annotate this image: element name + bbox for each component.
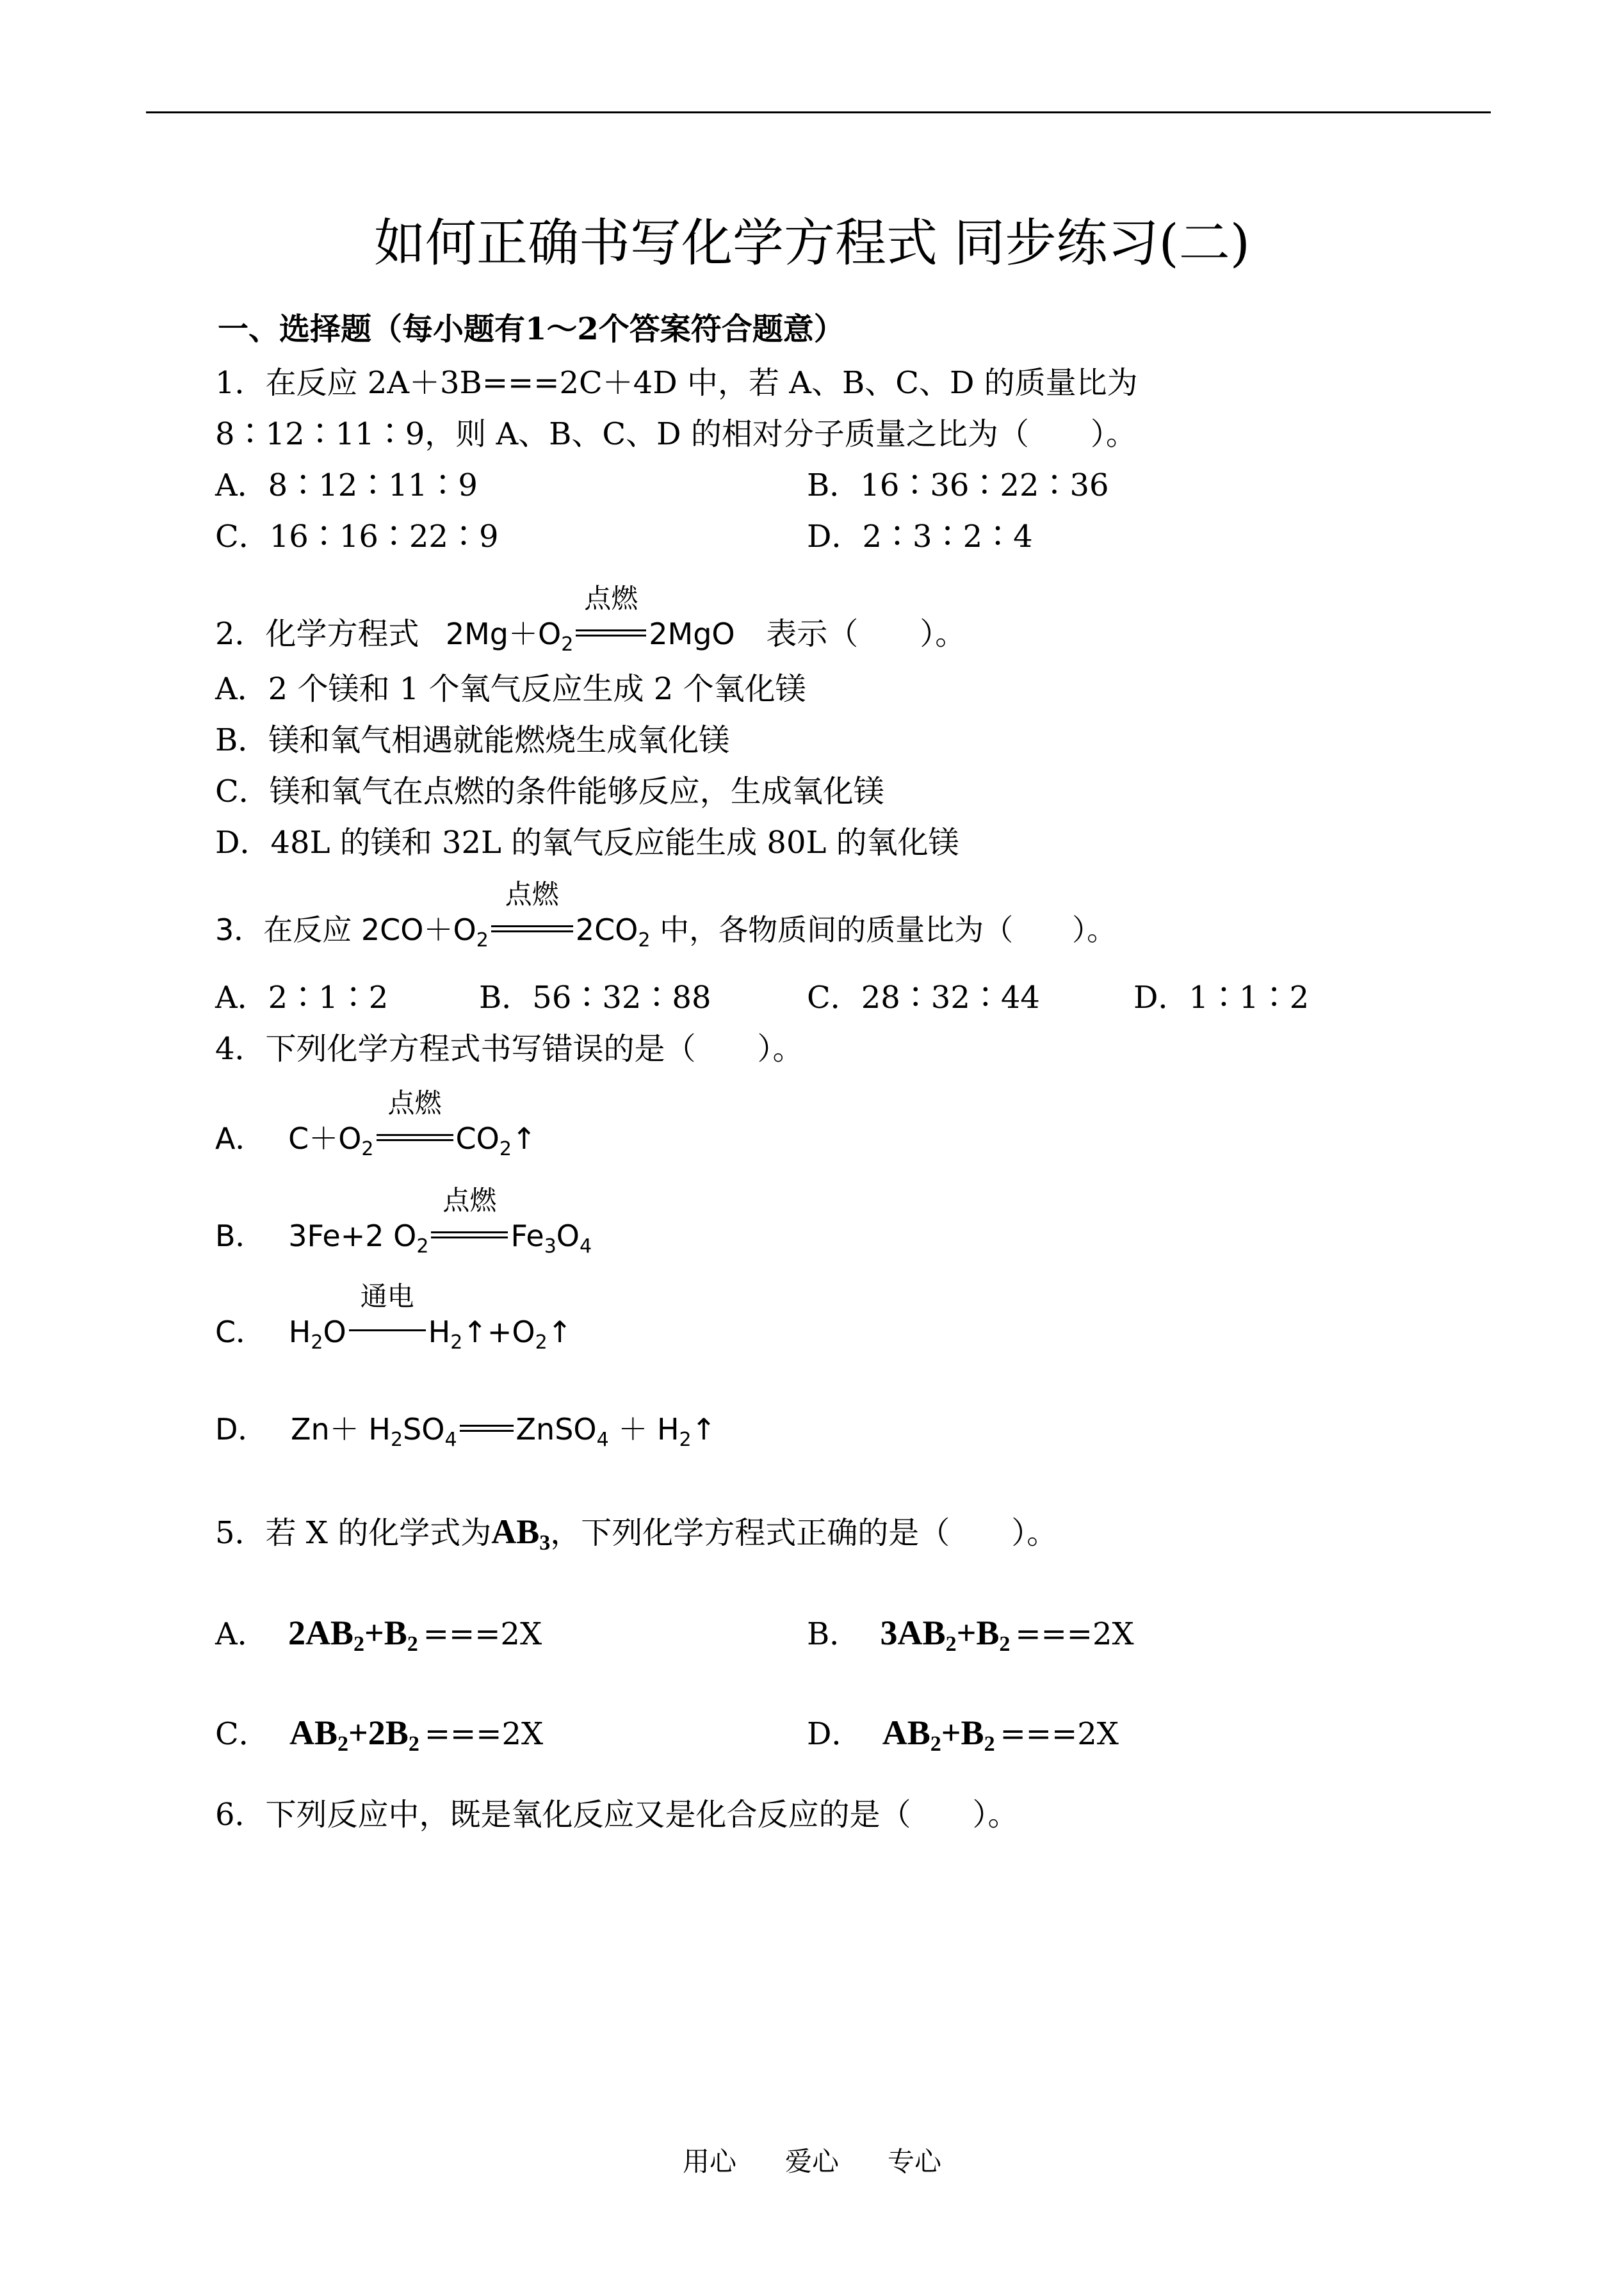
q5-d-tail: ===2X xyxy=(1000,1716,1119,1752)
q2-equation xyxy=(445,583,744,656)
q3-suffix: 中，各物质间的质量比为（ ）。 xyxy=(650,912,1117,947)
q5-stem xyxy=(215,1512,1058,1555)
header-rule xyxy=(146,111,1491,113)
q5-c-label: C． xyxy=(215,1716,270,1752)
q4-a-condition xyxy=(374,1087,456,1158)
q1-option-d: D．2∶3∶2∶4 xyxy=(807,519,1033,555)
q1-stem-line1: 1．在反应 2A＋3B===2C＋4D 中，若 A、B、C、D 的质量比为 xyxy=(215,365,1138,401)
q5-stem-b: ，下列化学方程式正确的是（ ）。 xyxy=(550,1515,1058,1551)
q4-option-a: A． $C+O_2$ 点燃 $CO_2↑$ xyxy=(215,1087,537,1160)
q4-a-condition-label: 点燃 xyxy=(387,1087,442,1119)
q3-condition xyxy=(489,879,576,949)
q5-a-label: A． xyxy=(215,1616,268,1652)
q4-stem: 4．下列化学方程式书写错误的是（ ）。 xyxy=(215,1031,804,1067)
footer-word-1: 用心 xyxy=(682,2146,736,2177)
q2-eq-right: 2MgO xyxy=(649,617,735,651)
arrow-line xyxy=(349,1329,426,1334)
q3-option-b: B．56∶32∶88 xyxy=(479,980,711,1016)
q4-b-condition-label: 点燃 xyxy=(443,1185,497,1216)
q5-c-tail: ===2X xyxy=(424,1716,544,1752)
q1-option-c: C．16∶16∶22∶9 xyxy=(215,519,499,555)
equals-sign xyxy=(491,925,573,932)
q5-option-c: C． $AB_2+2B_2 ===2X$ xyxy=(215,1714,544,1756)
q4-option-b: B． 3Fe+2 $O_2$ 点燃 $Fe_3O_4$ xyxy=(215,1185,592,1258)
q4-option-c: C． $H_2O$ 通电 $H_2↑+O_2↑$ xyxy=(215,1281,572,1354)
q2-option-d: D．48L 的镁和 32L 的氧气反应能生成 80L 的氧化镁 xyxy=(215,825,959,861)
q3-option-a: A．2∶1∶2 xyxy=(215,980,389,1016)
q4-a-label: A． xyxy=(215,1121,265,1156)
section-heading: 一、选择题（每小题有1～2个答案符合题意） xyxy=(218,311,845,347)
q5-option-b: B． $3AB_2+B_2 ===2X$ xyxy=(807,1614,1134,1656)
q5-option-a: A． $2AB_2+B_2 ===2X$ xyxy=(215,1614,542,1656)
q2-condition xyxy=(573,583,649,653)
q5-option-d: D． $AB_2+B_2 ===2X$ xyxy=(807,1714,1119,1756)
equals-sign xyxy=(377,1134,453,1141)
q2-option-b: B．镁和氧气相遇就能燃烧生成氧化镁 xyxy=(215,722,730,758)
q4-c-condition xyxy=(346,1281,428,1351)
equals-sign xyxy=(431,1231,508,1238)
equals-sign xyxy=(460,1425,514,1432)
q2-option-c: C．镁和氧气在点燃的条件能够反应，生成氧化镁 xyxy=(215,774,884,809)
q5-stem-a: 5．若 X 的化学式为 xyxy=(215,1515,492,1551)
footer-word-3: 专心 xyxy=(888,2146,942,2177)
q4-d-label: D． xyxy=(215,1412,268,1447)
q3-stem xyxy=(215,879,1117,952)
q1-stem-line2: 8∶12∶11∶9，则 A、B、C、D 的相对分子质量之比为（ ）。 xyxy=(215,416,1137,452)
q5-formula-text: AB xyxy=(491,1512,540,1551)
q5-b-tail: ===2X xyxy=(1015,1616,1134,1652)
q3-right: 2CO xyxy=(575,912,638,947)
page-footer xyxy=(0,2144,1624,2180)
q5-formula-sub: 3 xyxy=(539,1531,551,1555)
q3-condition-label: 点燃 xyxy=(505,879,559,910)
q2-suffix: 表示（ ）。 xyxy=(766,616,966,652)
q3-option-d: D．1∶1∶2 xyxy=(1133,980,1310,1016)
q4-c-label: C． xyxy=(215,1315,266,1349)
q5-d-label: D． xyxy=(807,1716,863,1752)
q4-c-condition-label: 通电 xyxy=(360,1281,414,1312)
equals-sign xyxy=(576,629,646,637)
q2-prefix: 2．化学方程式 xyxy=(215,616,419,652)
q3-sub1: 2 xyxy=(476,929,489,952)
q4-b-condition xyxy=(428,1185,510,1255)
footer-word-2: 爱心 xyxy=(784,2146,839,2177)
q2-eq-left: 2Mg＋O xyxy=(445,617,562,651)
page-title: 如何正确书写化学方程式 同步练习(二) xyxy=(374,213,1250,273)
q1-option-a: A．8∶12∶11∶9 xyxy=(215,467,478,503)
q4-b-label: B． xyxy=(215,1219,265,1253)
q2-condition-label: 点燃 xyxy=(584,583,638,614)
q2-option-a: A．2 个镁和 1 个氧气反应生成 2 个氧化镁 xyxy=(215,671,806,707)
q3-option-c: C．28∶32∶44 xyxy=(807,980,1040,1016)
q5-b-label: B． xyxy=(807,1616,861,1652)
q5-formula xyxy=(491,1512,551,1555)
q2-stem xyxy=(215,583,966,656)
q5-a-tail: ===2X xyxy=(423,1616,542,1652)
q3-prefix: 3．在反应 2CO＋O xyxy=(215,912,476,947)
q1-option-b: B．16∶36∶22∶36 xyxy=(807,467,1109,503)
q2-eq-left-sub: 2 xyxy=(561,633,574,656)
q3-sub2: 2 xyxy=(638,929,651,952)
q6-stem: 6．下列反应中，既是氧化反应又是化合反应的是（ ）。 xyxy=(215,1797,1019,1833)
q4-d-equals xyxy=(457,1410,516,1448)
q4-option-d: D． $Zn+ H_2SO_4$ ZnSO$_4$ ＋ $H_2↑$ xyxy=(215,1410,716,1448)
